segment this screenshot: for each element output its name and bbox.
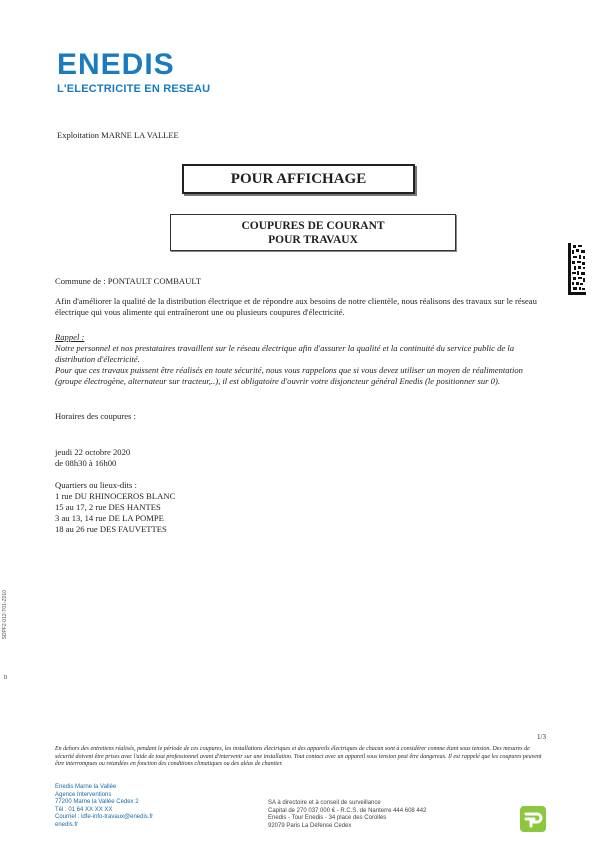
side-reference-code: SDPF2-012-T01-Z010 [2, 590, 8, 640]
footer-left-line: Tél : 01 64 XX XX XX [55, 806, 113, 813]
footer-left-line: Enedis Marne la Vallée [55, 784, 117, 790]
side-mark: b [4, 675, 8, 681]
rappel-block [55, 332, 549, 387]
pour-affichage-title [182, 164, 415, 194]
quartier-item: 15 au 17, 2 rue DES HANTES [55, 502, 161, 512]
intro-paragraph: Afin d'améliorer la qualité de la distribution électrique et de répondre aux besoins de notre clientèle, nous réalisons des travaux sur le réseau électrique qui vous alimente qui entraîneront une ou plusieurs coupures d'électricité. [55, 296, 537, 317]
footer-mid-line: 92079 Paris La Défense Cedex [268, 822, 352, 829]
exploitation-label: Exploitation MARNE LA VALLEE [57, 130, 179, 140]
rappel-title: Rappel : [55, 332, 85, 342]
coupure-date: jeudi 22 octobre 2020 [55, 447, 131, 457]
footer-left-line: Agence Interventions [55, 791, 112, 798]
coupure-time: de 08h30 à 16h00 [55, 458, 117, 468]
footer-left-line: 77200 Marne la Vallée Cedex 2 [55, 799, 139, 806]
quartier-item: 18 au 26 rue DES FAUVETTES [55, 524, 167, 534]
quartier-item: 3 au 13, 14 rue DE LA POMPE [55, 513, 164, 523]
logo-tagline: L'ELECTRICITE EN RESEAU [57, 83, 211, 95]
footer-mid-line: SA à directoire et à conseil de surveillance [268, 800, 381, 806]
footer-contact [55, 784, 153, 830]
horaires-block [55, 447, 130, 469]
footer-website-link[interactable]: enedis.fr [55, 821, 79, 828]
enedis-logo: ENEDIS [57, 48, 175, 81]
quartiers-label: Quartiers ou lieux-dits : [55, 480, 137, 490]
quartier-item: 1 rue DU RHINOCEROS BLANC [55, 491, 176, 501]
rappel-paragraph-2: Pour que ces travaux puissent être réalisés en toute sécurité, nous vous rappelons que si vous devez utiliser un moyen de réalimentation (groupe électrogène, alternateur sur tracteur,..), il est obligatoire d'ouvrir votre disjoncteur général Enedis (le positionner sur 0). [55, 365, 523, 386]
legal-notice: En dehors des entretiens réalisés, pendant le période de ces coupures, les installations électriques et des appareils électriques de chacun sont à considérer comme étant sous tension. Des mesures de sécurité doivent être prises avec l'aide de tout professionnel avant d'intervenir sur une installation. Tout contact avec un appareil sous tension peut être dangereux. Il est rappelé que les coupures peuvent être interrompues ou retardées en fonction des conditions climatiques ou des aléas de chantier. [55, 746, 542, 767]
enedis-symbol-icon [520, 806, 546, 832]
coupures-title-box [170, 214, 456, 251]
rappel-paragraph-1: Notre personnel et nos prestataires travaillent sur le réseau électrique afin d'assurer la qualité et la continuité du service public de la distribution d'électricité. [55, 343, 515, 364]
quartiers-block [55, 480, 175, 535]
coupures-line1: COUPURES DE COURANT [241, 219, 385, 232]
page-number: 1/3 [537, 733, 546, 741]
footer-mid-line: Enedis - Tour Enedis - 34 place des Corolles [268, 815, 387, 822]
footer-email-link[interactable]: Courriel : idfe-info-travaux@enedis.fr [55, 814, 154, 821]
pour-affichage-text: POUR AFFICHAGE [230, 170, 367, 187]
footer-company-info [268, 800, 426, 830]
horaires-label: Horaires des coupures : [55, 411, 136, 421]
footer-mid-line: Capital de 270 037 000 € - R.C.S. de Nanterre 444 608 442 [268, 807, 427, 814]
commune-line: Commune de : PONTAULT COMBAULT [55, 276, 202, 286]
coupures-line2: POUR TRAVAUX [268, 233, 358, 246]
datamatrix-code-icon [568, 243, 586, 295]
